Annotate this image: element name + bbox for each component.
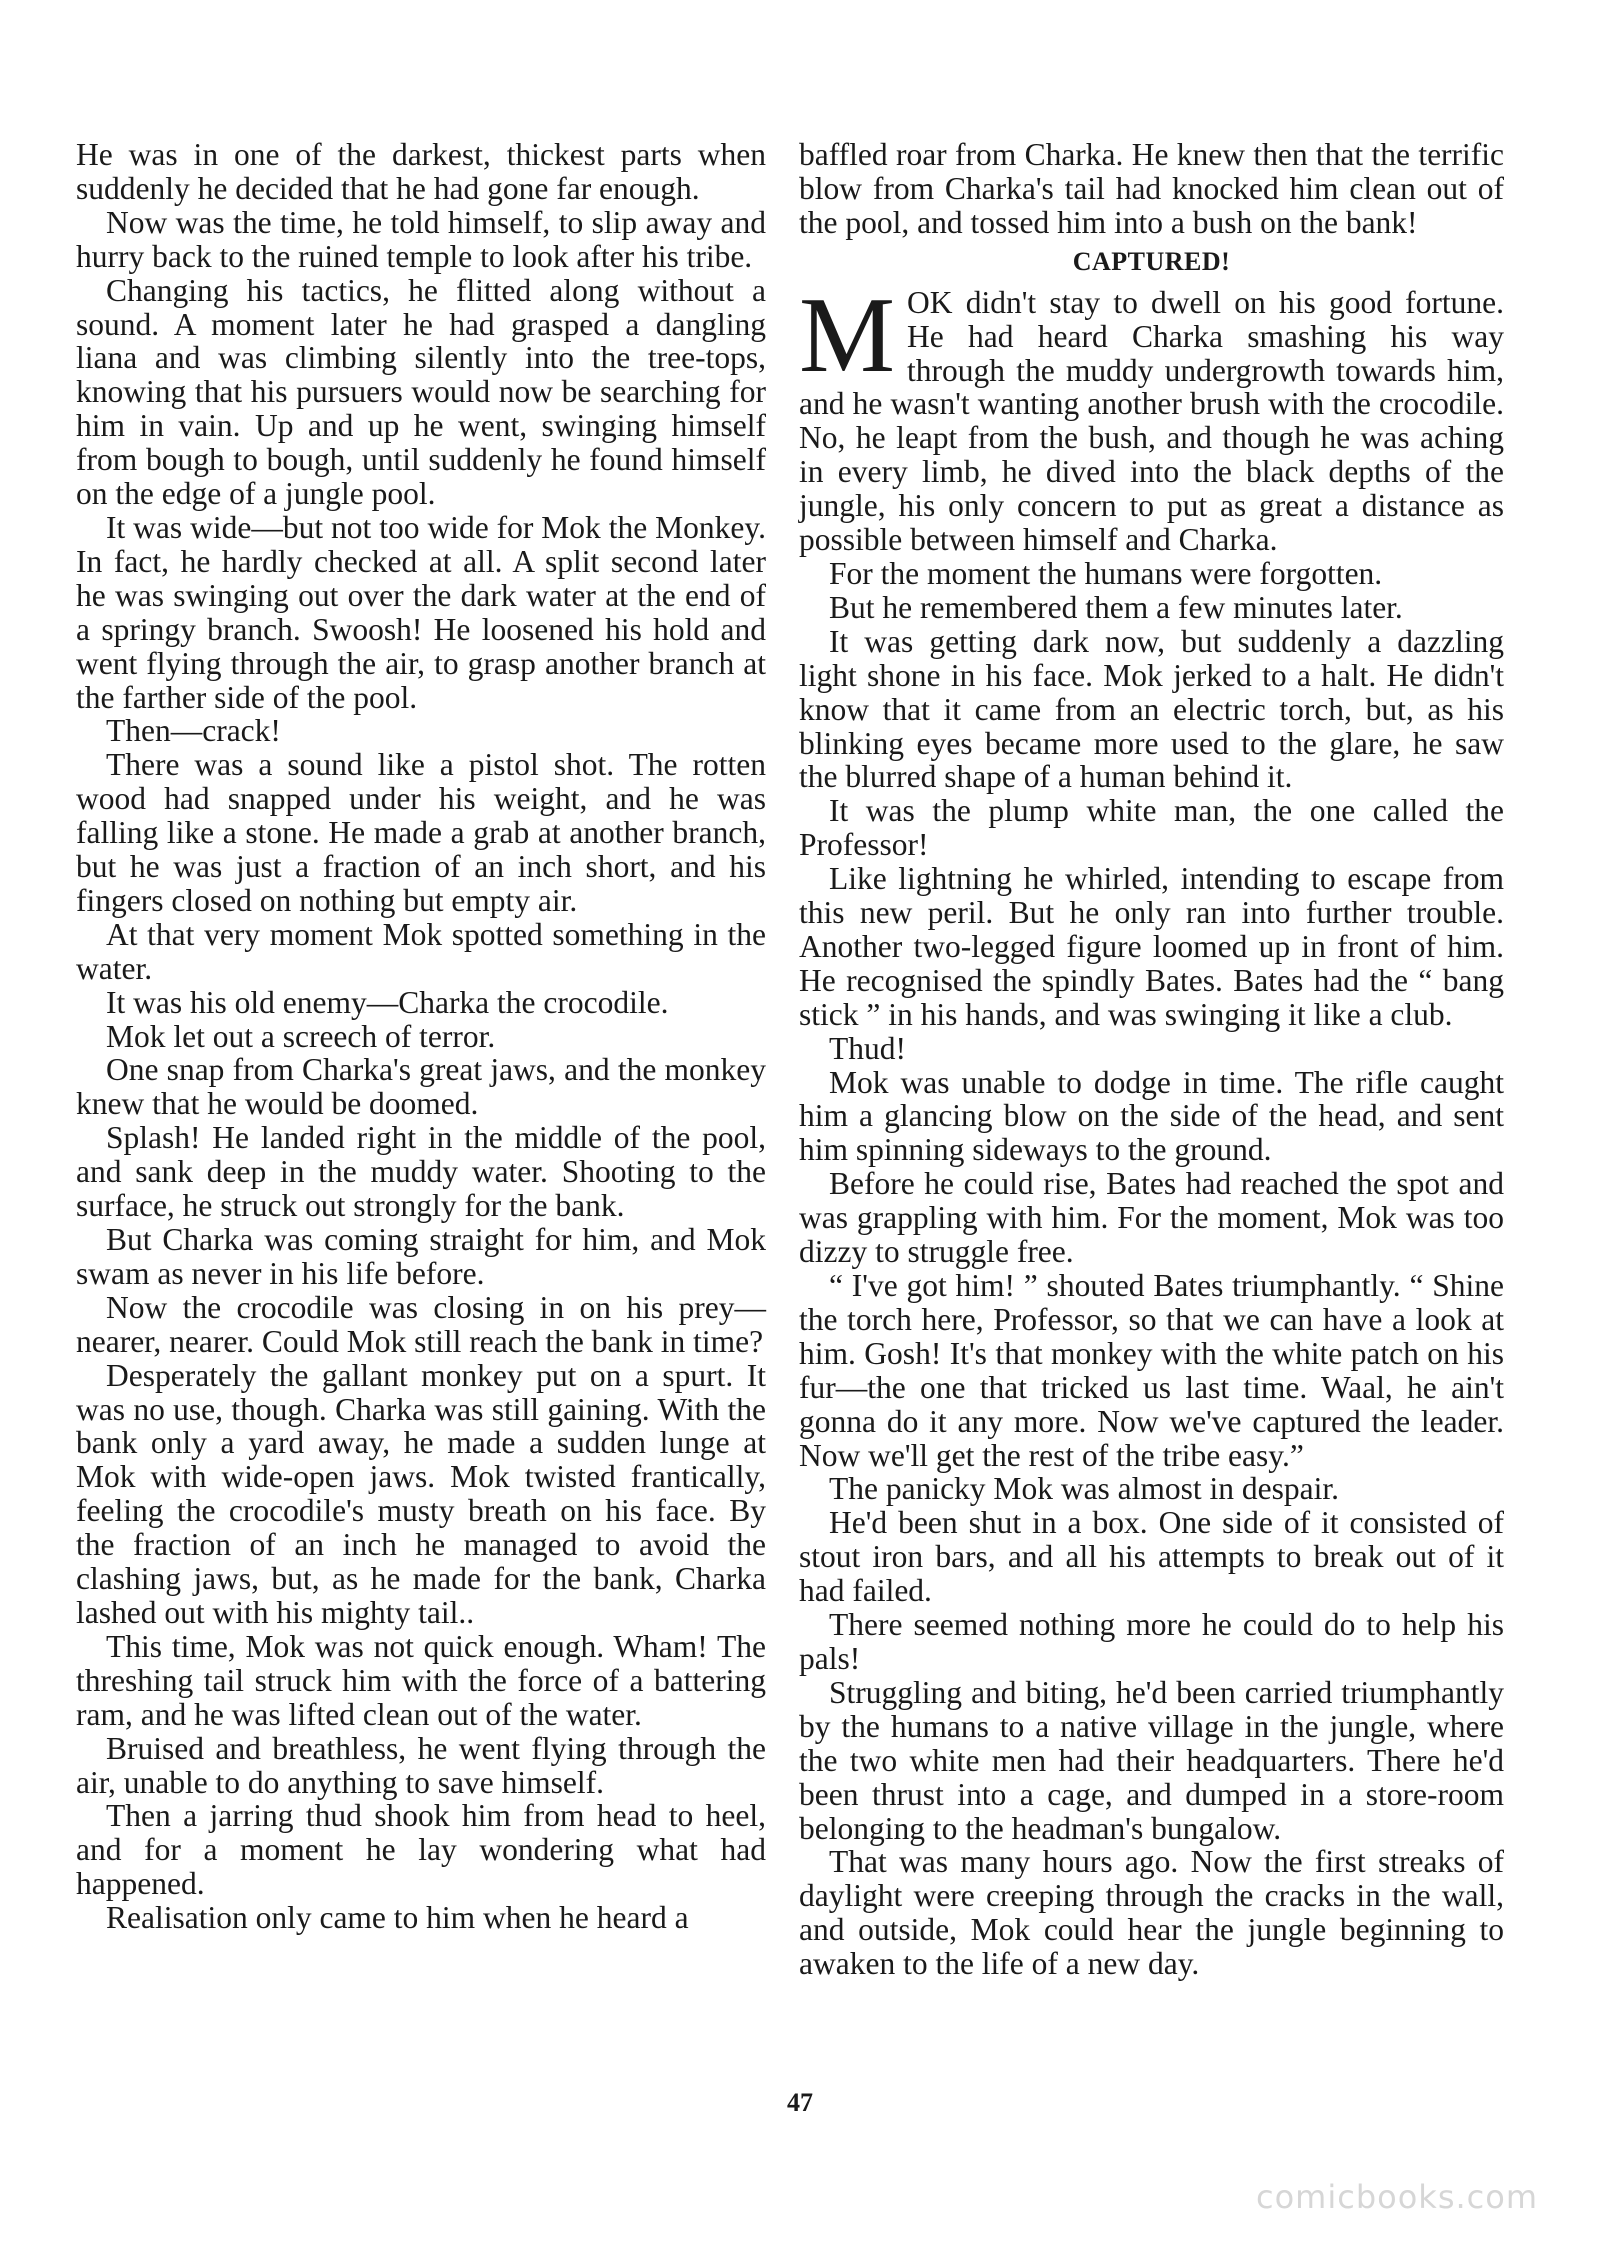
dropcap-paragraph-text: OK didn't stay to dwell on his good fortune. He had heard Charka smashing his way through the muddy undergrowth towards him, and he wasn't wanting another brush with the crocodile. No, he leapt from the bush, and though he was aching in every limb, he dived into the black depths of the jungle, his only concern to put as great a distance as possible between himself and Charka. bbox=[799, 284, 1504, 558]
paragraph: It was getting dark now, but suddenly a dazzling light shone in his face. Mok jerked to a halt. He didn't know that it came from an electric torch, but, as his blinking eyes became more used to the glare, he saw the blurred shape of a human behind it. bbox=[799, 623, 1504, 795]
paragraph: Then a jarring thud shook him from head to heel, and for a moment he lay wondering what had happened. bbox=[76, 1798, 766, 1902]
paragraph: The panicky Mok was almost in despair. bbox=[829, 1471, 1340, 1507]
paragraph: Now was the time, he told himself, to slip away and hurry back to the ruined temple to look after his tribe. bbox=[76, 204, 766, 274]
paragraph: There was a sound like a pistol shot. The rotten wood had snapped under his weight, and he was falling like a stone. He made a grab at another branch, but he was just a fraction of an inch short, and his fingers closed on nothing but empty air. bbox=[76, 747, 766, 918]
right-column bbox=[799, 138, 1504, 1981]
paragraph: Struggling and biting, he'd been carried triumphantly by the humans to a native village in the jungle, where the two white men had their headquarters. There he'd been thrust into a cage, and dumped in a store-room belonging to the headman's bungalow. bbox=[799, 1674, 1504, 1846]
paragraph: Realisation only came to him when he heard a bbox=[106, 1900, 689, 1936]
paragraph: Now the crocodile was closing in on his prey—nearer, nearer. Could Mok still reach the bank in time? bbox=[76, 1289, 766, 1359]
section-heading: CAPTURED! bbox=[1072, 246, 1231, 276]
paragraph: Bruised and breathless, he went flying through the air, unable to do anything to save himself. bbox=[76, 1730, 766, 1800]
paragraph: For the moment the humans were forgotten. bbox=[829, 555, 1383, 591]
paragraph: But he remembered them a few minutes later. bbox=[829, 589, 1403, 625]
paragraph: There seemed nothing more he could do to help his pals! bbox=[799, 1607, 1504, 1676]
paragraph: Before he could rise, Bates had reached the spot and was grappling with him. For the moment, Mok was too dizzy to struggle free. bbox=[799, 1166, 1504, 1270]
paragraph: Mok let out a screech of terror. bbox=[106, 1018, 496, 1054]
paragraph: It was his old enemy—Charka the crocodile. bbox=[106, 984, 669, 1020]
paragraph: Thud! bbox=[829, 1030, 906, 1066]
paragraph: Like lightning he whirled, intending to escape from this new peril. But he only ran into further trouble. Another two-legged figure loomed up in front of him. He recognised the spindly Bates. Bates had the “ bang stick ” in his hands, and was swinging it like a club. bbox=[799, 861, 1504, 1032]
paragraph: Mok was unable to dodge in time. The rifle caught him a glancing blow on the side of the head, and sent him spinning sideways to the ground. bbox=[799, 1064, 1504, 1168]
paragraph: This time, Mok was not quick enough. Wham! The threshing tail struck him with the force of a battering ram, and he was lifted clean out of the water. bbox=[76, 1628, 766, 1732]
paragraph: Desperately the gallant monkey put on a spurt. It was no use, though. Charka was still gaining. With the bank only a yard away, he made a sudden lunge at Mok with wide-open jaws. Mok twisted frantically, feeling the crocodile's musty breath on his face. By the fraction of an inch he managed to avoid the clashing jaws, but, as he made for the bank, Charka lashed out with his mighty tail.. bbox=[76, 1357, 766, 1630]
paragraph: Splash! He landed right in the middle of the pool, and sank deep in the muddy water. Shooting to the surface, he struck out strongly for the bank. bbox=[76, 1120, 766, 1224]
page-number: 47 bbox=[787, 2088, 813, 2117]
left-column bbox=[76, 138, 766, 1935]
paragraph: One snap from Charka's great jaws, and the monkey knew that he would be doomed. bbox=[76, 1052, 766, 1122]
paragraph: It was wide—but not too wide for Mok the Monkey. In fact, he hardly checked at all. A split second later he was swinging out over the dark water at the end of a springy branch. Swoosh! He loosened his hold and went flying through the air, to grasp another branch at the farther side of the pool. bbox=[76, 509, 766, 715]
paragraph: Then—crack! bbox=[106, 713, 281, 749]
drop-cap-letter: M bbox=[799, 275, 896, 395]
paragraph: At that very moment Mok spotted something in the water. bbox=[76, 916, 766, 986]
paragraph: baffled roar from Charka. He knew then that the terrific blow from Charka's tail had knocked him clean out of the pool, and tossed him into a bush on the bank! bbox=[799, 137, 1504, 240]
paragraph: Changing his tactics, he flitted along without a sound. A moment later he had grasped a dangling liana and was climbing silently into the tree-tops, knowing that his pursuers would now be searching for him in vain. Up and up he went, swinging himself from bough to bough, until suddenly he found himself on the edge of a jungle pool. bbox=[76, 272, 766, 512]
watermark: comicbooks.com bbox=[1255, 2178, 1538, 2216]
paragraph: He'd been shut in a box. One side of it consisted of stout iron bars, and all his attempts to break out of it had failed. bbox=[799, 1505, 1504, 1609]
paragraph: It was the plump white man, the one called the Professor! bbox=[799, 793, 1504, 863]
paragraph: He was in one of the darkest, thickest parts when suddenly he decided that he had gone far enough. bbox=[76, 137, 766, 206]
dropcap-paragraph bbox=[799, 275, 1504, 558]
paragraph: “ I've got him! ” shouted Bates triumphantly. “ Shine the torch here, Professor, so that we can have a look at him. Gosh! It's that monkey with the white patch on his fur—the one that tricked us last time. Waal, he ain't gonna do it any more. Now we've captured the leader. Now we'll get the rest of the tribe easy.” bbox=[799, 1268, 1504, 1473]
paragraph: That was many hours ago. Now the first streaks of daylight were creeping through the cracks in the wall, and outside, Mok could hear the jungle beginning to awaken to the life of a new day. bbox=[799, 1844, 1504, 1982]
paragraph: But Charka was coming straight for him, and Mok swam as never in his life before. bbox=[76, 1222, 766, 1291]
